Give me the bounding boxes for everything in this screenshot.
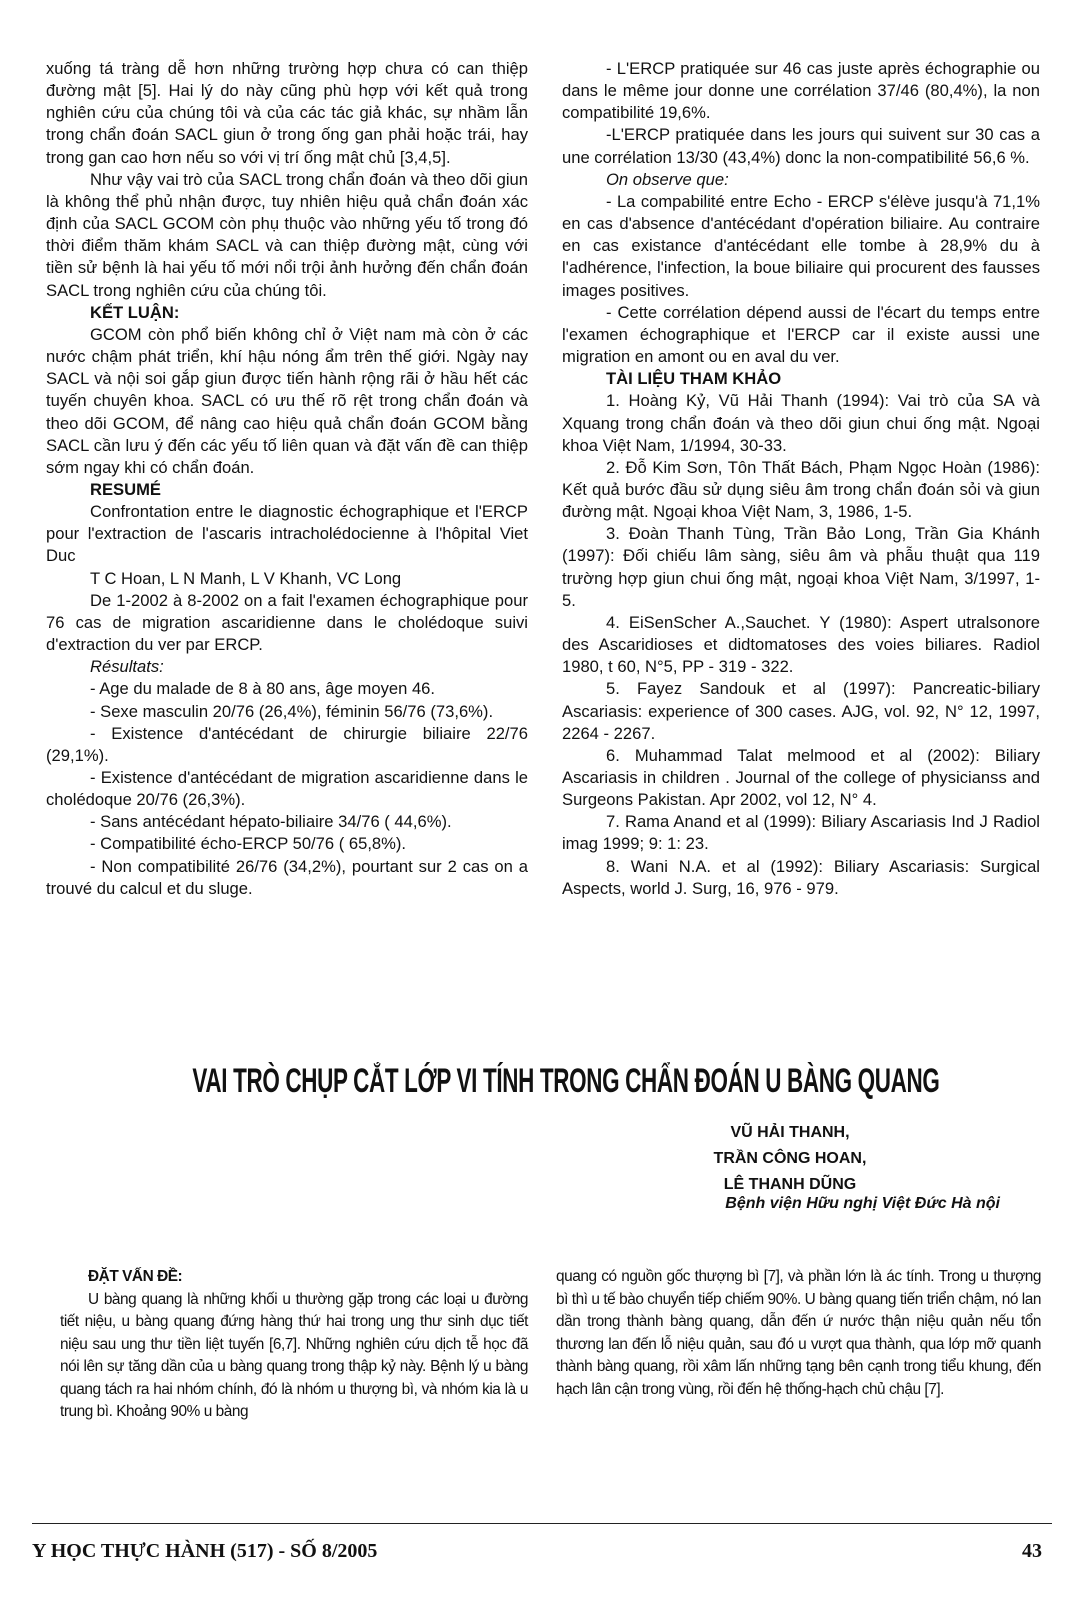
author: VŨ HẢI THANH, xyxy=(730,1124,850,1141)
paragraph: Confrontation entre le diagnostic échographique et l'ERCP pour l'extraction de l'ascaris intracholédocienne à l'hôpital Viet Duc xyxy=(46,502,528,566)
article2-title-block xyxy=(0,1062,1090,1101)
article1-right-column xyxy=(562,58,1040,900)
reference-item: 2. Đỗ Kim Sơn, Tôn Thất Bách, Phạm Ngọc Hoàn (1986): Kết quả bước đầu sử dụng siêu âm trong chẩn đoán sỏi và giun đường mật. Ngoại khoa Việt Nam, 3, 1986, 1-5. xyxy=(562,457,1040,522)
result-item: - Existence d'antécédant de chirurgie biliaire 22/76 (29,1%). xyxy=(46,723,528,765)
result-item: - Sexe masculin 20/76 (26,4%), féminin 56/76 (73,6%). xyxy=(90,701,494,721)
article2-right-column xyxy=(556,1266,1041,1401)
page-number: 43 xyxy=(1022,1540,1042,1562)
paragraph: - L'ERCP pratiquée sur 46 cas juste après échographie ou dans le même jour donne une corrélation 37/46 (80,4%), la non compatibilité 19,6%. xyxy=(562,59,1040,123)
results-label: Résultats: xyxy=(90,657,164,677)
journal-footer: Y HỌC THỰC HÀNH (517) - SỐ 8/2005 xyxy=(32,1540,378,1562)
result-item: - Existence d'antécédant de migration ascaridienne dans le cholédoque 20/76 (26,3%). xyxy=(46,768,528,810)
resume-heading: RESUMÉ xyxy=(90,479,161,499)
observe-label: On observe que: xyxy=(606,169,729,189)
author-list xyxy=(600,1120,980,1198)
reference-item: 7. Rama Anand et al (1999): Biliary Ascariasis Ind J Radiol imag 1999; 9: 1: 23. xyxy=(562,812,1040,854)
paragraph: U bàng quang là những khối u thường gặp trong các loại u đường tiết niệu, u bàng quang đứng hàng thứ hai trong ung thư sinh dục tiết niệu sau ung thư tiền liệt tuyến [6,7]. Những nghiên cứu dịch tễ học đã nói lên sự tăng dần của u bàng quang trong thập kỷ này. Bệnh lý u bàng quang tách ra hai nhóm chính, đó là nhóm u thượng bì, và nhóm kia là u trung bì. Khoảng 90% u bàng xyxy=(60,1290,528,1420)
references-heading: TÀI LIỆU THAM KHẢO xyxy=(606,369,782,389)
result-item: - Sans antécédant hépato-biliaire 34/76 ( 44,6%). xyxy=(90,812,452,832)
author: TRẦN CÔNG HOAN, xyxy=(713,1150,867,1167)
author: LÊ THANH DŨNG xyxy=(723,1176,857,1193)
reference-item: 6. Muhammad Talat melmood et al (2002): Biliary Ascariasis in children . Journal of the college of physicianss and Surgeons Pakistan. Apr 2002, vol 12, N° 4. xyxy=(562,745,1040,810)
article1-left-column xyxy=(46,58,528,900)
paragraph: quang có nguồn gốc thượng bì [7], và phần lớn là ác tính. Trong u thượng bì thì u tế bào chuyển tiếp chiếm 90%. U bàng quang tiến triển chậm, nó lan dần trong thành bàng quang, dẫn đến ứ nước thận niệu quản nếu tổn thương lan đến lỗ niệu quản, sau đó u vượt qua thành, qua lớp mỡ quanh thành bàng quang, rồi xâm lấn những tạng bên cạnh trong tiểu khung, đến hạch lân cận trong vùng, rồi đến hệ thống-hạch chủ chậu [7]. xyxy=(556,1268,1041,1398)
reference-item: 5. Fayez Sandouk et al (1997): Pancreatic-biliary Ascariasis: experience of 300 cases. AJG, vol. 92, N° 12, 1997, 2264 - 2267. xyxy=(562,679,1040,743)
paragraph: De 1-2002 à 8-2002 on a fait l'examen échographique pour 76 cas de migration ascaridienne dans le cholédoque suivi d'extraction du ver par ERCP. xyxy=(46,590,528,655)
paragraph: - La compabilité entre Echo - ERCP s'élève jusqu'à 71,1% en cas d'absence d'antécédant d'opération biliaire. Au contraire en cas existance d'antécédant elle tombe à 28,9% du à l'adhérence, l'infection, la boue biliaire qui procurent des fausses images positives. xyxy=(562,191,1040,300)
paragraph: - Cette corrélation dépend aussi de l'écart du temps entre l'examen échographique et l'ERCP car il existe aussi une migration en amont ou en aval du ver. xyxy=(562,302,1040,367)
reference-item: 1. Hoàng Kỷ, Vũ Hải Thanh (1994): Vai trò của SA và Xquang trong chẩn đoán và theo dõi giun chui ống mật. Ngoại khoa Việt Nam, 1/1994, 30-33. xyxy=(562,391,1040,455)
paragraph: Như vậy vai trò của SACL trong chẩn đoán và theo dõi giun là không thể phủ nhận được, tuy nhiên hiệu quả chẩn đoán xác định của SACL GCOM còn phụ thuộc vào những yếu tố trong đó thời điểm thăm khám SACL và can thiệp đường mật, cùng với tiền sử bệnh là hai yếu tố mới nổi trội ảnh hưởng đến chẩn đoán SACL trong nghiên cứu của chúng tôi. xyxy=(46,169,528,300)
affiliation: Bệnh viện Hữu nghị Việt Đức Hà nội xyxy=(725,1195,1000,1212)
article2-left-column xyxy=(60,1266,528,1424)
resume-authors: T C Hoan, L N Manh, L V Khanh, VC Long xyxy=(90,568,402,588)
paragraph: -L'ERCP pratiquée dans les jours qui suivent sur 30 cas a une corrélation 13/30 (43,4%) donc la non-compatibilité 56,6 %. xyxy=(562,125,1040,167)
section-heading: ĐẶT VẤN ĐỀ: xyxy=(88,1268,183,1285)
paragraph: GCOM còn phổ biến không chỉ ở Việt nam mà còn ở các nước chậm phát triển, khí hậu nóng ẩm trên thế giới. Ngày nay SACL và nội soi gắp giun được tiến hành rộng rãi ở hầu hết các tuyến chuyên khoa. SACL có ưu thế rõ rệt trong chẩn đoán và theo dõi GCOM, để nâng cao hiệu quả chẩn đoán GCOM bằng SACL cần lưu ý đến các yếu tố liên quan và đặt vấn đề can thiệp sớm ngay khi có chẩn đoán. xyxy=(46,324,528,477)
result-item: - Age du malade de 8 à 80 ans, âge moyen 46. xyxy=(90,679,436,699)
reference-item: 8. Wani N.A. et al (1992): Biliary Ascariasis: Surgical Aspects, world J. Surg, 16, 976 - 979. xyxy=(562,856,1040,898)
reference-item: 3. Đoàn Thanh Tùng, Trần Bảo Long, Trần Gia Khánh (1997): Đối chiếu lâm sàng, siêu âm và phẫu thuật qua 119 trường hợp giun chui ống mật, ngoại khoa Việt Nam, 3/1997, 1-5. xyxy=(562,524,1040,610)
reference-item: 4. EiSenScher A.,Sauchet. Y (1980): Aspert utralsonore des Ascaridioses et didtomatoses des voies biliares. Radiol 1980, t 60, N°5, PP - 319 - 322. xyxy=(562,612,1040,677)
result-item: - Compatibilité écho-ERCP 50/76 ( 65,8%). xyxy=(90,834,407,854)
footer-divider xyxy=(32,1523,1052,1524)
article-title: VAI TRÒ CHỤP CẮT LỚP VI TÍNH TRONG CHẨN ĐOÁN U BÀNG QUANG xyxy=(192,1062,940,1100)
paragraph: xuống tá tràng dễ hơn những trường hợp chưa có can thiệp đường mật [5]. Hai lý do này cũng phù hợp với kết quả trong nghiên cứu của chúng tôi và của các tác giả khác, sự nhầm lẫn trong chẩn đoán SACL giun ở trong ống gan phải hoặc trái, hay trong gan cao hơn nếu so với vị trí ống mật chủ [3,4,5]. xyxy=(46,59,528,167)
conclusion-heading: KẾT LUẬN: xyxy=(90,302,180,322)
result-item: - Non compatibilité 26/76 (34,2%), pourtant sur 2 cas on a trouvé du calcul et du sluge. xyxy=(46,856,528,898)
